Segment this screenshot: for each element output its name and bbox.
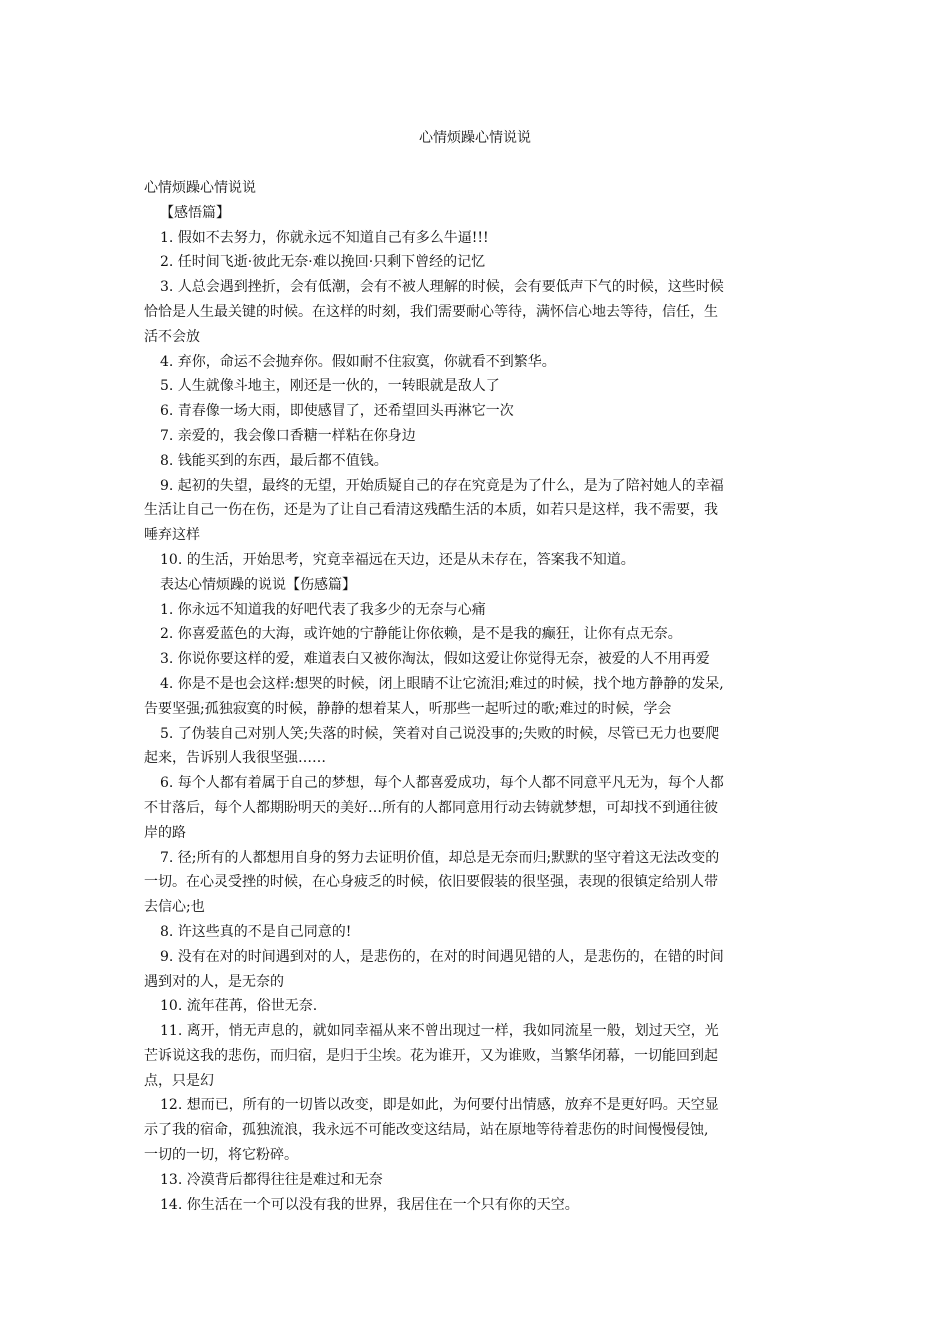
text-line: 恰恰是人生最关键的时候。在这样的时刻，我们需要耐心等待，满怀信心地去等待，信任，生 — [144, 303, 718, 320]
page-title: 心情烦躁心情说说 — [419, 130, 531, 146]
text-line: 5. 人生就像斗地主，刚还是一伙的，一转眼就是敌人了 — [160, 378, 500, 395]
text-line: 9. 起初的失望，最终的无望，开始质疑自己的存在究竟是为了什么，是为了陪衬她人的幸福 — [160, 477, 724, 494]
text-line: 告要坚强;孤独寂寞的时候，静静的想着某人，听那些一起听过的歌;难过的时候，学会 — [144, 700, 672, 717]
text-line: 13. 冷漠背后都得往往是难过和无奈 — [160, 1171, 383, 1188]
text-line: 8. 钱能买到的东西，最后都不值钱。 — [160, 452, 388, 469]
text-line: 11. 离开，悄无声息的，就如同幸福从来不曾出现过一样，我如同流星一般，划过天空，光 — [160, 1023, 719, 1040]
text-line: 活不会放 — [144, 328, 200, 345]
text-line: 6. 每个人都有着属于自己的梦想，每个人都喜爱成功，每个人都不同意平凡无为，每个人都 — [160, 775, 724, 792]
document-body — [144, 176, 814, 1217]
text-line: 4. 弃你，命运不会抛弃你。假如耐不住寂寞，你就看不到繁华。 — [160, 353, 556, 370]
text-line: 不甘落后，每个人都期盼明天的美好…所有的人都同意用行动去铸就梦想，可却找不到通往彼 — [144, 799, 718, 816]
text-line: 2. 你喜爱蓝色的大海，或许她的宁静能让你依赖，是不是我的癫狂，让你有点无奈。 — [160, 626, 682, 643]
text-line: 唾弃这样 — [144, 527, 200, 544]
text-line: 1. 你永远不知道我的好吧代表了我多少的无奈与心痛 — [160, 601, 486, 618]
text-line: 示了我的宿命，孤独流浪，我永远不可能改变这结局，站在原地等待着悲伤的时间慢慢侵蚀, — [144, 1122, 709, 1139]
text-line: 3. 你说你要这样的爱，难道表白又被你淘汰，假如这爱让你觉得无奈，被爱的人不用再爱 — [160, 651, 710, 668]
text-line: 芒诉说这我的悲伤，而归宿，是归于尘埃。花为谁开，又为谁败，当繁华闭幕，一切能回到起 — [144, 1047, 718, 1064]
text-line: 【感悟篇】 — [160, 204, 230, 221]
text-line: 表达心情烦躁的说说【伤感篇】 — [160, 576, 356, 593]
text-line: 4. 你是不是也会这样:想哭的时候，闭上眼睛不让它流泪;难过的时候，找个地方静静的发呆, — [160, 675, 724, 692]
text-line: 生活让自己一伤在伤，还是为了让自己看清这残酷生活的本质，如若只是这样，我不需要，我 — [144, 502, 718, 519]
text-line: 起来，告诉别人我很坚强…… — [144, 750, 326, 767]
text-line: 9. 没有在对的时间遇到对的人，是悲伤的，在对的时间遇见错的人，是悲伤的，在错的时间 — [160, 948, 724, 965]
text-line: 14. 你生活在一个可以没有我的世界，我居住在一个只有你的天空。 — [160, 1196, 579, 1213]
text-line: 去信心;也 — [144, 899, 205, 916]
text-line: 7. 亲爱的，我会像口香糖一样粘在你身边 — [160, 427, 416, 444]
text-line: 遇到对的人，是无奈的 — [144, 973, 284, 990]
text-line: 7. 径;所有的人都想用自身的努力去证明价值，却总是无奈而归;默默的坚守着这无法改变的 — [160, 849, 720, 866]
text-line: 3. 人总会遇到挫折，会有低潮，会有不被人理解的时候，会有要低声下气的时候，这些时候 — [160, 279, 724, 296]
text-line: 点，只是幻 — [144, 1072, 214, 1089]
text-line: 8. 许这些真的不是自己同意的! — [160, 923, 352, 940]
text-line: 岸的路 — [144, 824, 186, 841]
text-line: 1. 假如不去努力，你就永远不知道自己有多么牛逼!!! — [160, 229, 489, 246]
text-line: 6. 青春像一场大雨，即使感冒了，还希望回头再淋它一次 — [160, 403, 514, 420]
text-line: 5. 了伪装自己对别人笑;失落的时候，笑着对自己说没事的;失败的时候，尽管已无力也要爬 — [160, 725, 720, 742]
text-line: 10. 流年荏苒，俗世无奈. — [160, 998, 318, 1015]
text-line: 2. 任时间飞逝·彼此无奈·难以挽回·只剩下曾经的记忆 — [160, 254, 486, 271]
text-line: 心情烦躁心情说说 — [144, 180, 256, 196]
text-line: 10. 的生活，开始思考，究竟幸福远在天边，还是从未存在，答案我不知道。 — [160, 551, 635, 568]
text-line: 一切。在心灵受挫的时候，在心身疲乏的时候，依旧要假装的很坚强，表现的很镇定给别人带 — [144, 874, 718, 891]
text-line: 12. 想而已，所有的一切皆以改变，即是如此，为何要付出情感，放弃不是更好吗。天空显 — [160, 1097, 719, 1114]
text-line: 一切的一切，将它粉碎。 — [144, 1147, 298, 1164]
